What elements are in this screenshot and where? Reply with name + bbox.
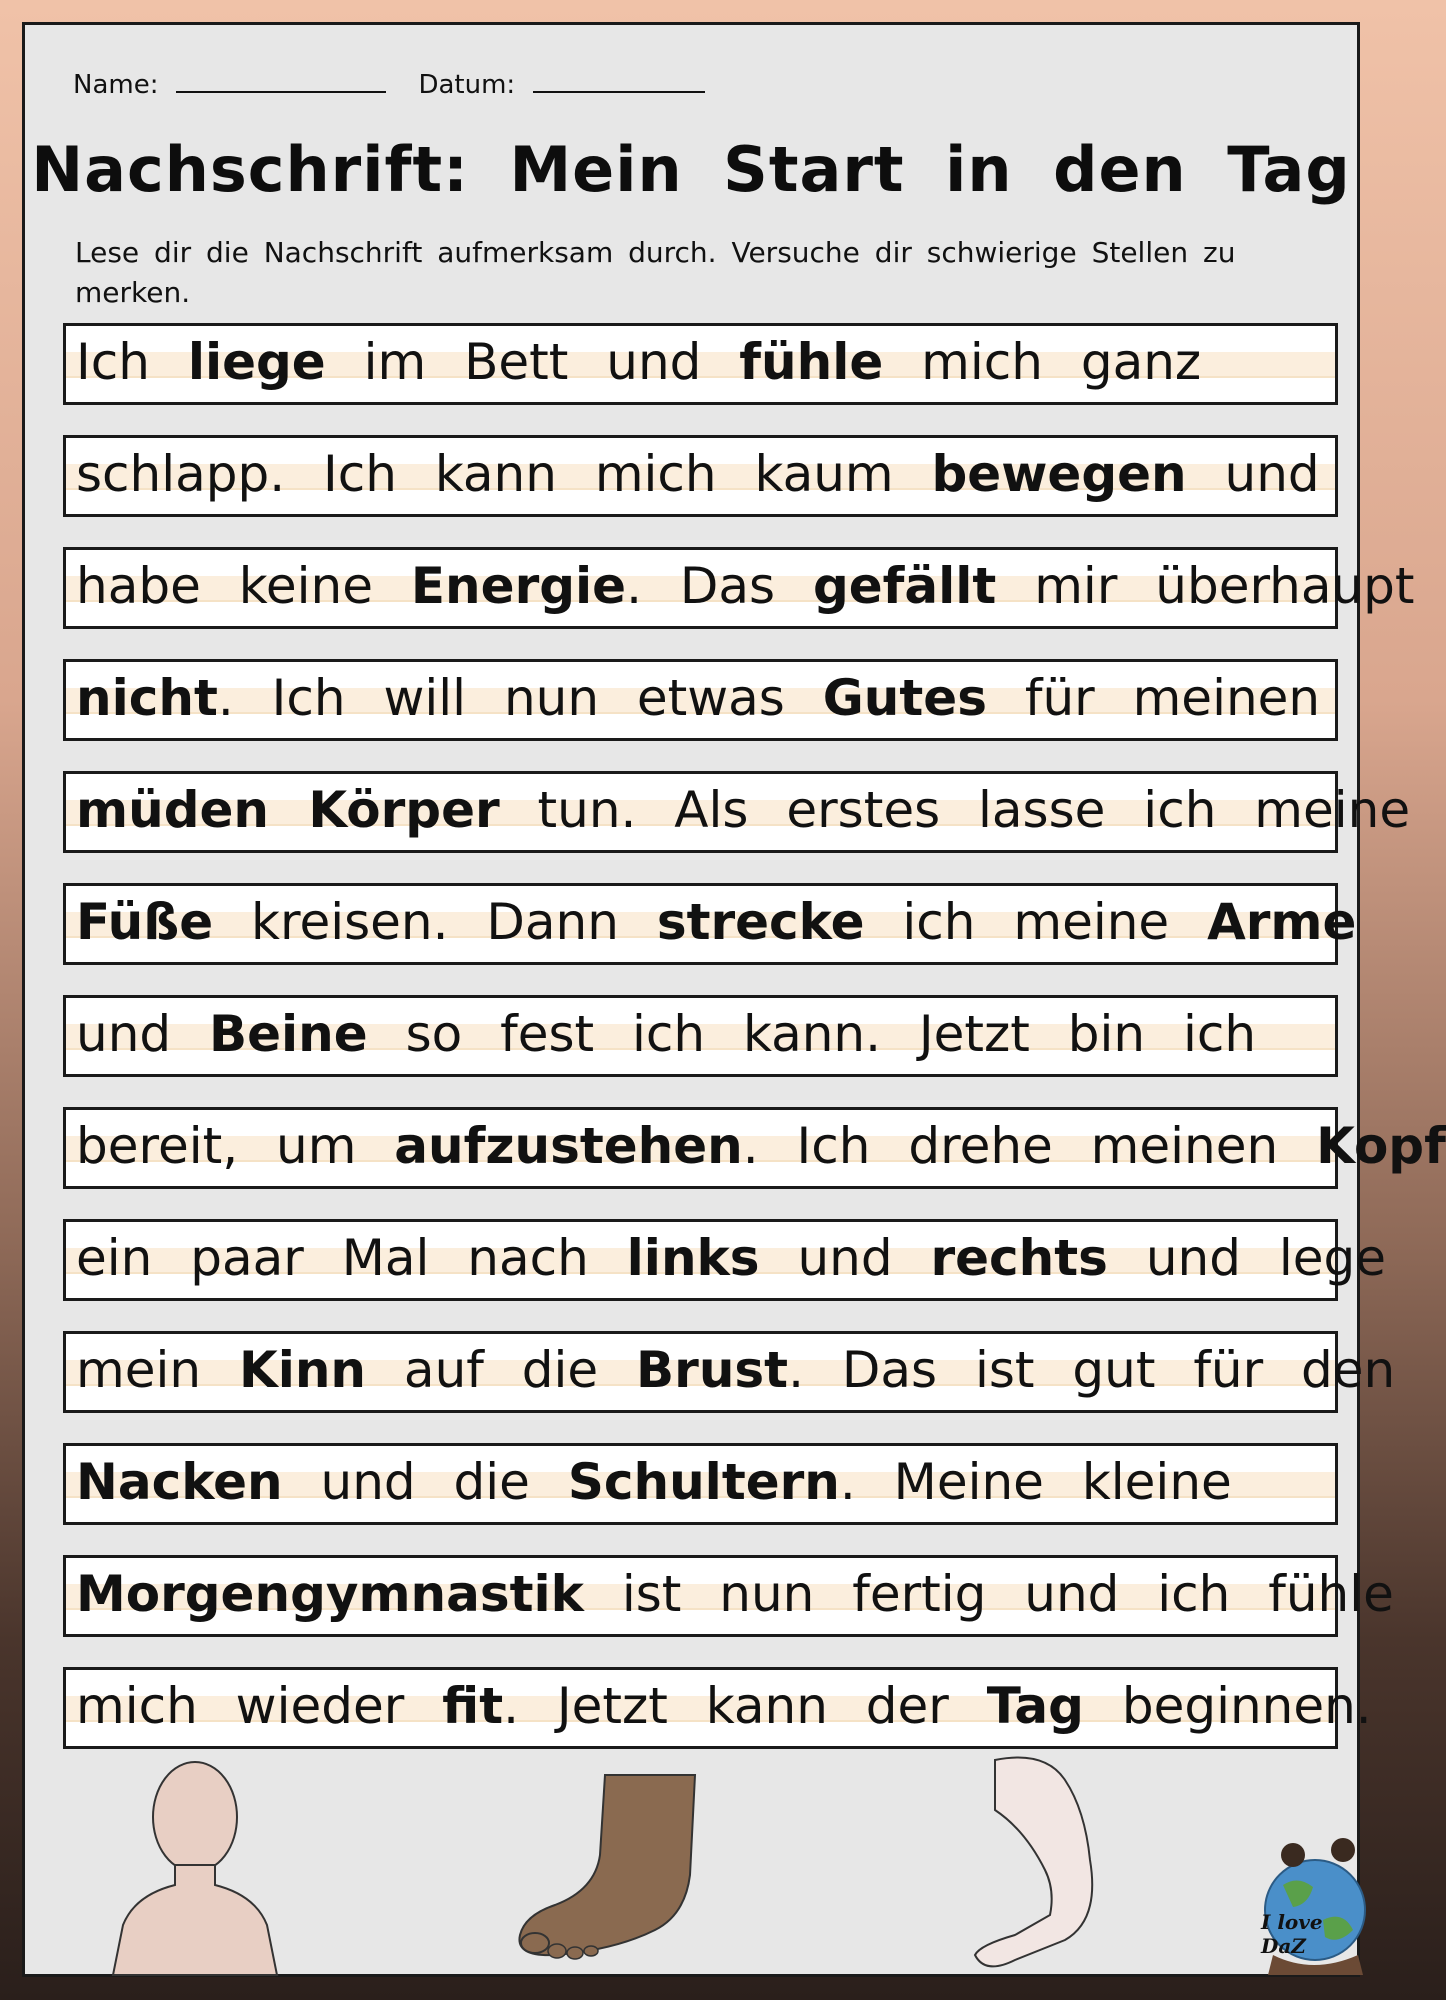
line-text (76, 554, 1415, 618)
text-segment: tun. Als erstes lasse ich meine (499, 781, 1411, 839)
keyword: müden Körper (76, 781, 500, 839)
text-segment: so fest ich kann. Jetzt bin ich (367, 1005, 1257, 1063)
keyword: links (626, 1229, 760, 1287)
date-label: Datum: (418, 70, 516, 100)
keyword: Kopf (1316, 1117, 1446, 1175)
date-blank (533, 69, 705, 93)
keyword: Füße (76, 893, 214, 951)
text-segment: und (76, 1005, 210, 1063)
header-row (73, 69, 737, 100)
writing-line (63, 435, 1338, 517)
line-text (76, 1002, 1329, 1066)
text-segment: . Meine kleine (839, 1453, 1232, 1511)
line-text (76, 1338, 1396, 1402)
keyword: liege (187, 333, 326, 391)
text-segment: mich wieder (76, 1677, 443, 1735)
keyword: Morgengymnastik (76, 1565, 584, 1623)
keyword: fühle (739, 333, 884, 391)
writing-line (63, 1667, 1372, 1749)
writing-line (63, 995, 1338, 1077)
line-text (76, 778, 1411, 842)
text-segment: für meinen (986, 669, 1321, 727)
text-segment: bereit, um (76, 1117, 395, 1175)
line-text (76, 1562, 1394, 1626)
text-segment: und lege (1107, 1229, 1386, 1287)
keyword: Energie (410, 557, 627, 615)
keyword: Gutes (822, 669, 987, 727)
keyword: nicht (76, 669, 218, 727)
keyword: strecke (656, 893, 865, 951)
writing-line (63, 1443, 1338, 1525)
keyword: fit (442, 1677, 504, 1735)
text-segment: ist nun fertig und ich fühle (583, 1565, 1394, 1623)
text-segment: . Ich will nun etwas (217, 669, 823, 727)
writing-line (63, 323, 1338, 405)
worksheet-page (22, 22, 1446, 1977)
text-segment: schlapp. Ich kann mich kaum (76, 445, 932, 503)
writing-line (63, 883, 1357, 965)
keyword: gefällt (812, 557, 997, 615)
keyword: rechts (930, 1229, 1108, 1287)
text-segment: ein paar Mal nach (76, 1229, 627, 1287)
text-segment: ich meine (864, 893, 1208, 951)
text-segment: . Jetzt kann der (503, 1677, 987, 1735)
line-text (76, 1226, 1386, 1290)
arm-illustration (955, 1750, 1135, 1980)
text-segment: mir überhaupt (996, 557, 1415, 615)
text-segment: und die (282, 1453, 568, 1511)
text-segment: und (759, 1229, 931, 1287)
text-segment: . Das (626, 557, 813, 615)
upper-body-illustration (105, 1755, 285, 1975)
page-title: Nachschrift: Mein Start in den Tag (31, 133, 1351, 206)
name-label: Name: (73, 70, 159, 100)
writing-line (63, 1331, 1396, 1413)
keyword: Beine (209, 1005, 368, 1063)
text-segment: mich ganz (883, 333, 1202, 391)
keyword: Nacken (76, 1453, 283, 1511)
text-segment: habe keine (76, 557, 411, 615)
name-blank (176, 69, 386, 93)
logo-text: I love DaZ (1261, 1910, 1323, 1958)
keyword: Tag (986, 1677, 1084, 1735)
writing-lines (63, 323, 1446, 1779)
line-text (76, 442, 1329, 506)
writing-line (63, 1555, 1394, 1637)
line-text (76, 1450, 1329, 1514)
foot-illustration (495, 1765, 715, 1965)
text-segment: auf die (366, 1341, 637, 1399)
text-segment: . Das ist gut für den (788, 1341, 1396, 1399)
line-text (76, 1114, 1446, 1178)
text-segment: Ich (76, 333, 188, 391)
writing-line (63, 1219, 1386, 1301)
keyword: aufzustehen (394, 1117, 743, 1175)
instruction-text: Lese dir die Nachschrift aufmerksam durch. Versuche dir schwierige Stellen zu merken. (75, 236, 1236, 309)
writing-line (63, 771, 1411, 853)
writing-line (63, 1107, 1446, 1189)
keyword: Brust (636, 1341, 789, 1399)
text-segment: . Ich drehe meinen (742, 1117, 1317, 1175)
keyword: Kinn (238, 1341, 367, 1399)
text-segment: im Bett und (325, 333, 740, 391)
line-text (76, 330, 1329, 394)
text-segment: beginnen. (1083, 1677, 1372, 1735)
line-text (76, 666, 1329, 730)
text-segment: mein (76, 1341, 239, 1399)
text-segment: kreisen. Dann (213, 893, 657, 951)
line-text (76, 890, 1357, 954)
keyword: Arme (1207, 893, 1357, 951)
writing-line (63, 547, 1415, 629)
keyword: bewegen (931, 445, 1187, 503)
writing-line (63, 659, 1338, 741)
text-segment: und (1186, 445, 1320, 503)
keyword: Schultern (567, 1453, 840, 1511)
line-text (76, 1674, 1372, 1738)
